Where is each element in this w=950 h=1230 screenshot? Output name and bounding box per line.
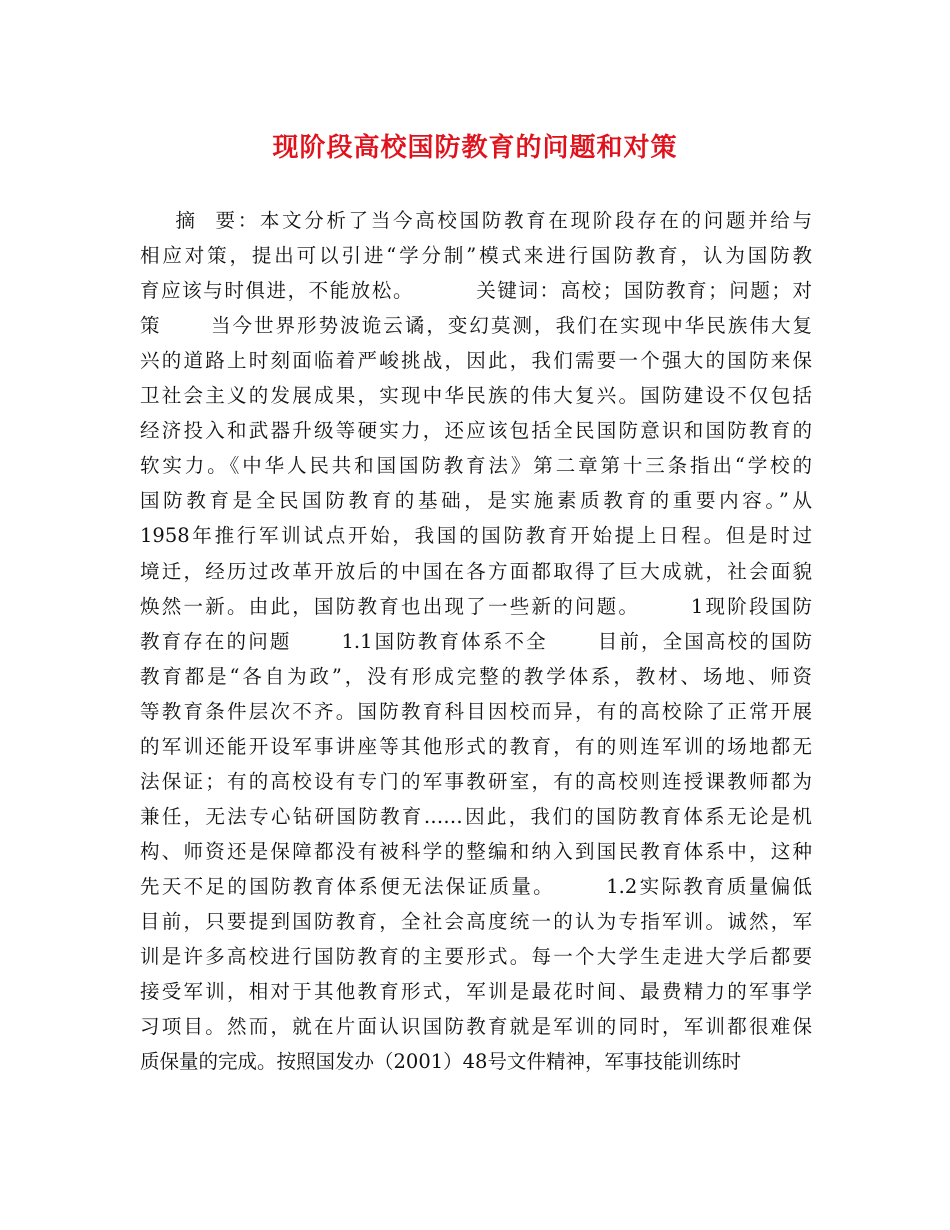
body-line: 的军训还能开设军事讲座等其他形式的教育，有的则连军训的场地都无 [140,734,812,758]
body-line: 先天不足的国防教育体系便无法保证质量。 1.2实际教育质量偏低 [140,874,812,898]
body-line: 策 当今世界形势波诡云谲，变幻莫测，我们在实现中华民族伟大复 [140,314,812,338]
body-line: 卫社会主义的发展成果，实现中华民族的伟大复兴。国防建设不仅包括 [140,384,812,408]
body-line: 质保量的完成。按照国发办（2001）48号文件精神，军事技能训练时 [140,1050,741,1074]
body-line: 训是许多高校进行国防教育的主要形式。每一个大学生走进大学后都要 [140,945,812,969]
body-line: 教育都是“各自为政”，没有形成完整的教学体系，教材、场地、师资 [140,664,812,688]
body-line: 构、师资还是保障都没有被科学的整编和纳入到国民教育体系中，这种 [140,839,812,863]
body-line: 软实力。《中华人民共和国国防教育法》第二章第十三条指出“学校的 [140,454,812,478]
body-line: 接受军训，相对于其他教育形式，军训是最花时间、最费精力的军事学 [140,980,812,1004]
body-line: 境迁，经历过改革开放后的中国在各方面都取得了巨大成就，社会面貌 [140,559,812,583]
body-line: 兴的道路上时刻面临着严峻挑战，因此，我们需要一个强大的国防来保 [140,349,812,373]
body-line: 习项目。然而，就在片面认识国防教育就是军训的同时，军训都很难保 [140,1015,812,1039]
document-title: 现阶段高校国防教育的问题和对策 [272,133,678,163]
body-line: 相应对策，提出可以引进“学分制”模式来进行国防教育，认为国防教 [140,244,812,268]
body-line: 国防教育是全民国防教育的基础，是实施素质教育的重要内容。”从 [140,489,812,513]
body-line: 兼任，无法专心钻研国防教育……因此，我们的国防教育体系无论是机 [140,804,812,828]
body-line: 摘 要：本文分析了当今高校国防教育在现阶段存在的问题并给与 [140,209,812,232]
body-line: 等教育条件层次不齐。国防教育科目因校而异，有的高校除了正常开展 [140,699,812,723]
body-line: 1958年推行军训试点开始，我国的国防教育开始提上日程。但是时过 [140,524,812,548]
body-line: 焕然一新。由此，国防教育也出现了一些新的问题。 1现阶段国防 [140,594,812,618]
body-line: 育应该与时俱进，不能放松。 关键词：高校；国防教育；问题；对 [140,279,812,303]
body-line: 经济投入和武器升级等硬实力，还应该包括全民国防意识和国防教育的 [140,419,812,443]
body-line: 目前，只要提到国防教育，全社会高度统一的认为专指军训。诚然，军 [140,910,812,933]
body-line: 法保证；有的高校设有专门的军事教研室，有的高校则连授课教师都为 [140,769,812,793]
body-line: 教育存在的问题 1.1国防教育体系不全 目前，全国高校的国防 [140,629,812,653]
